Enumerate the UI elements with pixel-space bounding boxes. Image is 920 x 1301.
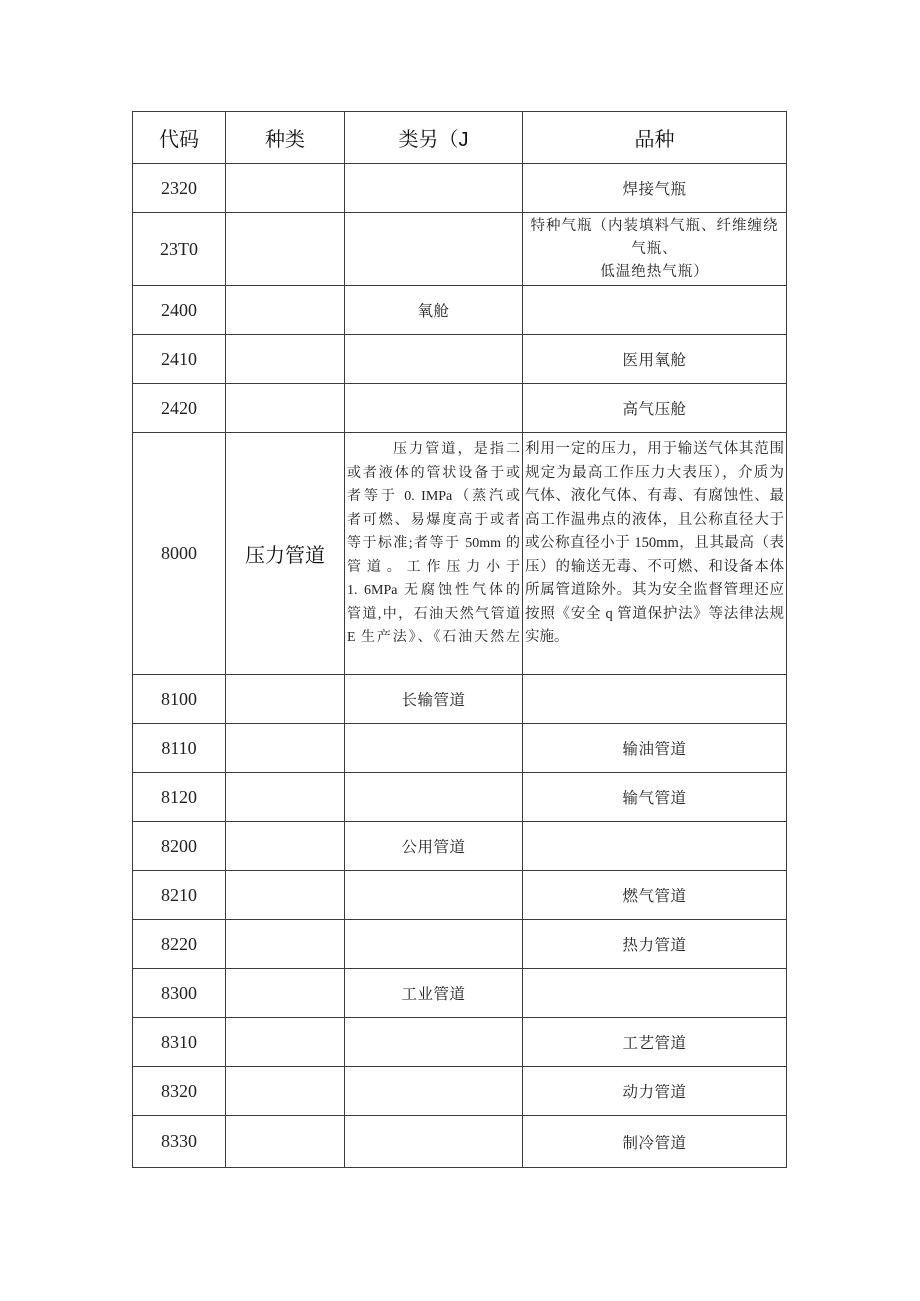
- variety-line: 低温绝热气瓶）: [600, 263, 709, 280]
- code-cell: 8120: [133, 773, 226, 822]
- header-code: 代码: [133, 112, 226, 164]
- header-variety: 品种: [523, 112, 787, 164]
- code-cell: 8320: [133, 1067, 226, 1116]
- category-line: 者可燃、易爆度高于或者: [347, 512, 520, 528]
- variety-cell: [523, 213, 787, 286]
- variety-cell: 焊接气瓶: [523, 164, 787, 213]
- variety-cell: 输油管道: [523, 724, 787, 773]
- type-cell: [226, 822, 345, 871]
- variety-line: 或公称直径小于 150mm，且其最高（表: [525, 535, 784, 551]
- code-cell: 2320: [133, 164, 226, 213]
- category-cell: [345, 1116, 523, 1168]
- variety-cell: [523, 675, 787, 724]
- category-cell: [345, 773, 523, 822]
- code-cell: 8220: [133, 920, 226, 969]
- category-cell: [345, 1018, 523, 1067]
- variety-cell: 动力管道: [523, 1067, 787, 1116]
- variety-line: 气瓶、: [631, 240, 678, 257]
- code-cell: 2420: [133, 384, 226, 433]
- type-cell: [226, 724, 345, 773]
- code-cell: 8300: [133, 969, 226, 1018]
- code-cell: 8210: [133, 871, 226, 920]
- type-cell: [226, 871, 345, 920]
- category-cell: 氧舱: [345, 286, 523, 335]
- variety-line: 利用一定的压力，用于输送气体其范围: [525, 441, 784, 457]
- type-cell: [226, 335, 345, 384]
- category-cell: [345, 871, 523, 920]
- category-line: 等于标准;者等于 50mm 的: [347, 536, 520, 551]
- variety-description: [523, 433, 787, 675]
- variety-cell: 燃气管道: [523, 871, 787, 920]
- category-cell: [345, 724, 523, 773]
- type-cell: [226, 969, 345, 1018]
- variety-cell: 高气压舱: [523, 384, 787, 433]
- category-cell: [345, 920, 523, 969]
- type-cell: [226, 675, 345, 724]
- type-cell: [226, 384, 345, 433]
- code-cell: 8110: [133, 724, 226, 773]
- type-cell: [226, 213, 345, 286]
- variety-cell: [523, 969, 787, 1018]
- category-line: 者等于 0. IMPa（蒸汽或: [347, 489, 520, 504]
- variety-line: 所属管道除外。其为安全监督管理还应: [525, 582, 784, 598]
- category-cell: [345, 213, 523, 286]
- variety-cell: [523, 822, 787, 871]
- variety-line: 按照《安全 q 管道保护法》等法律法规: [525, 605, 784, 622]
- type-cell: [226, 286, 345, 335]
- variety-line: 气体、液化气体、有毒、有腐蚀性、最: [525, 488, 784, 504]
- variety-cell: 输气管道: [523, 773, 787, 822]
- type-cell: [226, 1018, 345, 1067]
- variety-line: 压）的输送无毒、不可燃、和设备本体: [525, 558, 784, 575]
- type-cell: [226, 773, 345, 822]
- category-cell: 工业管道: [345, 969, 523, 1018]
- code-cell: 8330: [133, 1116, 226, 1168]
- category-cell: [345, 164, 523, 213]
- type-cell: [226, 1116, 345, 1168]
- category-description: [345, 433, 523, 675]
- category-line: 管道。工作压力小于: [347, 559, 520, 575]
- type-cell: [226, 164, 345, 213]
- category-line: 1. 6MPa 无腐蚀性气体的: [347, 583, 520, 598]
- category-line: E 生产法》、《石油天然左: [347, 630, 520, 645]
- code-cell: 2410: [133, 335, 226, 384]
- category-cell: 长输管道: [345, 675, 523, 724]
- category-cell: [345, 335, 523, 384]
- category-line: 压力管道，是指二: [393, 442, 520, 457]
- variety-cell: [523, 286, 787, 335]
- type-cell: [226, 920, 345, 969]
- variety-cell: 制冷管道: [523, 1116, 787, 1168]
- classification-table: [132, 111, 787, 1168]
- variety-cell: 热力管道: [523, 920, 787, 969]
- header-category: 类另（J: [345, 112, 523, 164]
- variety-line: 规定为最高工作压力大表压），介质为: [525, 464, 784, 481]
- variety-line: 高工作温弗点的液体，且公称直径大于: [525, 511, 784, 528]
- category-line: 管道,中，石油天然气管道: [347, 606, 520, 622]
- category-line: 或者液体的管状设备于或: [347, 465, 520, 481]
- code-cell: 8310: [133, 1018, 226, 1067]
- header-type: 种类: [226, 112, 345, 164]
- variety-cell: 医用氧舱: [523, 335, 787, 384]
- category-cell: [345, 384, 523, 433]
- code-cell: 23T0: [133, 213, 226, 286]
- code-cell: 8000: [133, 433, 226, 675]
- type-cell: [226, 1067, 345, 1116]
- code-cell: 2400: [133, 286, 226, 335]
- code-cell: 8200: [133, 822, 226, 871]
- type-cell: 压力管道: [226, 433, 345, 675]
- category-cell: 公用管道: [345, 822, 523, 871]
- variety-line: 实施。: [525, 629, 569, 645]
- category-cell: [345, 1067, 523, 1116]
- variety-cell: 工艺管道: [523, 1018, 787, 1067]
- code-cell: 8100: [133, 675, 226, 724]
- variety-line: 特种气瓶（内装填料气瓶、纤维缠绕: [530, 217, 779, 234]
